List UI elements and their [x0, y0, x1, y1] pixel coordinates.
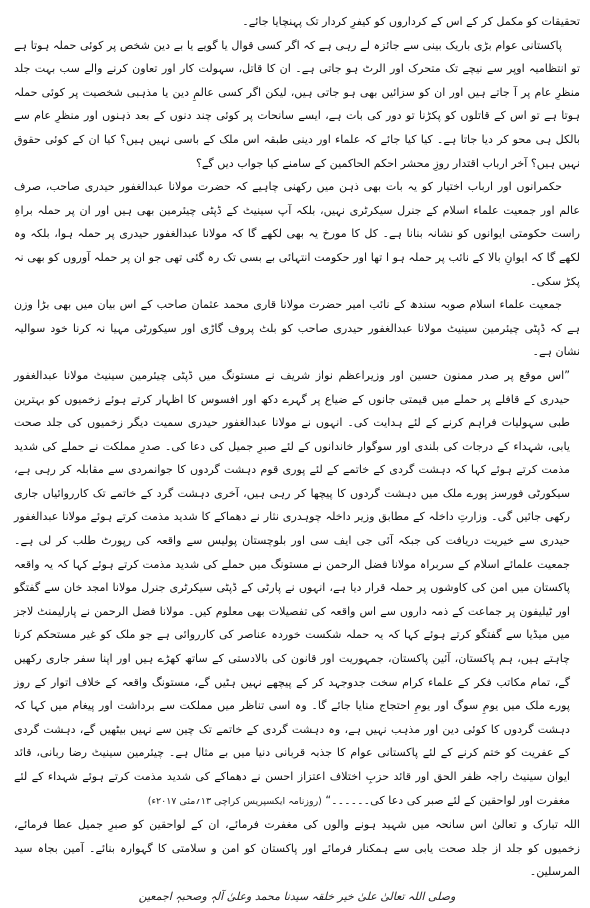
quote-source: (روزنامہ ایکسپریس کراچی ۱۳؍مئی ۲۰۱۷ء) — [147, 795, 322, 807]
paragraph-prayer: اللہ تبارک و تعالیٰ اس سانحہ میں شہید ہونے والوں کی مغفرت فرمائے، ان کے لواحقین کو صبرِ جمیل عطا فرمائے، زخمیوں کو جلد از جلد صحت یابی سے ہمکنار فرمائے اور پاکستان کو امن و سلامتی کا گہوارہ بنائے۔ آمین بجاہ سید المرسلین۔ — [14, 818, 580, 879]
paragraph-investigation: تحقیقات کو مکمل کر کے اس کے کرداروں کو کیفرِ کردار تک پہنچایا جائے۔ — [242, 15, 580, 28]
paragraph-jui-statement: جمعیت علماء اسلام صوبہ سندھ کے نائب امیر حضرت مولانا قاری محمد عثمان صاحب کے اس بیان میں بھی بڑا وزن ہے کہ ڈپٹی چیئرمین سینیٹ مولانا عبدالغفور حیدری صاحب کو بلٹ پروف گاڑی اور سیکورٹی مہیا نہ کرنا خود سوالیہ نشان ہے۔ — [14, 298, 580, 359]
quote-text: ”اس موقع پر صدر ممنون حسین اور وزیراعظم نواز شریف نے مستونگ میں ڈپٹی چیئرمین سینیٹ مولانا عبدالغفور حیدری کے قافلے پر حملے میں قیمتی جانوں کے ضیاع پر گہرے دکھ اور افسوس کا اظہار کرتے ہوئے زخمیوں کو بہترین طبی سہولیات فراہم کرنے کے لئے ہدایت کی۔ انہوں نے مولانا عبدالغفور حیدری سمیت دیگر زخمیوں کی جلد صحت یابی، شہداء کے درجات کی بلندی اور سوگوار خاندانوں کے لئے صبرِ جمیل کی دعا کی۔ صدرِ مملکت نے حملے کی شدید مذمت کرتے ہوئے کہا کہ دہشت گردی کے خاتمے کے لئے پوری قوم دہشت گردوں کا جوانمردی سے مقابلہ کر رہی ہے، سیکورٹی فورسز پورے ملک میں دہشت گردوں کا پیچھا کر رہی ہیں، آخری دہشت گرد کے خاتمے تک کارروائیاں جاری رکھی جائیں گی۔ وزارتِ داخلہ کے مطابق وزیر داخلہ چوہدری نثار نے دھماکے کا شدید مذمت کرتے ہوئے مولانا عبدالغفور حیدری سے خیریت دریافت کی جبکہ آئی جی ایف سی اور بلوچستان پولیس سے واقعہ کی رپورٹ طلب کر لی ہے۔ جمعیت علمائے اسلام کے سربراہ مولانا فضل الرحمن نے مستونگ میں حملے کی شدید مذمت کرتے ہوئے کہا کہ یہ واقعہ پاکستان میں امن کی کاوشوں پر حملہ قرار دیا ہے، انہوں نے پارٹی کے ڈپٹی سیکرٹری جنرل مولانا امجد خان سے گفتگو اور ٹیلیفون پر جماعت کے ذمہ داروں سے اس واقعہ کی تفصیلات بھی معلوم کیں۔ مولانا فضل الرحمن نے پارلیمنٹ لاجز میں میڈیا سے گفتگو کرتے ہوئے کہا کہ یہ حملہ شکست خوردہ عناصر کی کارروائی ہے جو ملک کو غیر مستحکم کرنا چاہتے ہیں، ہم پاکستان، آئین پاکستان، جمہوریت اور قانون کی بالادستی کے ساتھ کھڑے ہیں اور اپنا سفر جاری رکھیں گے، تمام مکاتب فکر کے علماء کرام سخت جدوجہد کر کے پیچھے نہیں ہٹیں گے، مستونگ واقعہ کے خلاف اتوار کے روز پورے ملک میں یومِ سوگ اور یومِ احتجاج منایا جائے گا۔ وہ اسی تناظر میں مملکت سے برداشت اور پیغام میں کہا کہ دہشت گردوں کا کوئی دین اور مذہب نہیں ہے، وہ دہشت گردی کے خاتمے تک چین سے نہیں بیٹھیں گے، دہشت گردی کے عفریت کو ختم کرنے کے لئے پاکستانی عوام کا جذبہ قربانی دنیا میں بے مثال ہے۔ چیئرمین سینیٹ رضا ربانی، قائد ایوان سینیٹ راجہ ظفر الحق اور قائد حزبِ اختلاف اعتزاز احسن نے دھماکے کی شدید مذمت کرتے ہوئے شہداء کے لئے مغفرت اور لواحقین کے لئے صبر کی دعا کی۔۔۔۔۔۔“ — [14, 368, 570, 807]
paragraph-public-observation: پاکستانی عوام بڑی باریک بینی سے جائزہ لے رہی ہے کہ اگر کسی قوال یا گویے یا بے دین شخص پر کوئی حملہ ہوتا ہے تو انتظامیہ اوپر سے نیچے تک متحرک اور الرٹ ہو جاتی ہے۔ ان کا قاتل، سہولت کار اور تعاون کرنے والے سب بہت جلد منظرِ عام پر آ جاتے ہیں اور ان کو سزائیں بھی ہو جاتی ہیں، لیکن اگر کسی عالمِ دین یا مذہبی شخصیت پر کوئی حملہ ہوتا ہے تو اس کے قاتلوں کو پکڑنا تو دور کی بات ہے، ایسے سانحات پر کوئی چند دنوں کے بعد ذہنوں اور منظرِ عام سے بالکل ہی محو کر دیا جاتا ہے۔ کیا کیا جائے کہ علماء اور دینی طبقہ اس ملک کے باسی نہیں ہیں؟ کیا ان کے کوئی حقوق نہیں ہیں؟ آخر ارباب اقتدار روزِ محشر احکم الحاکمین کے سامنے کیا جواب دیں گے؟ — [14, 38, 580, 170]
closing-salutation: وصلی اللہ تعالیٰ علیٰ خیر خلقہ سیدنا محمد وعلیٰ آلہٖ وصحبہٖ اجمعین — [138, 889, 456, 903]
news-quote — [14, 364, 580, 813]
paragraph-rulers: حکمرانوں اور ارباب اختیار کو یہ بات بھی ذہن میں رکھنی چاہیے کہ حضرت مولانا عبدالغفور حیدری صاحب، صرف عالم اور جمعیت علماء اسلام کے جنرل سیکرٹری نہیں، بلکہ آپ سینیٹ کے ڈپٹی چیئرمین بھی ہیں اور ان پر حملہ براہِ راست حکومتی ایوانوں کو نشانہ بنانا ہے۔ کل کا مورخ یہ بھی لکھے گا کہ مولانا عبدالغفور حیدری پر حملہ ہوا، بلکہ وہ لکھے گا کہ ایوانِ بالا کے نائب پر حملہ ہو ا تھا اور حکومت انتہائی بے بسی تک رہ گئی تھی جو ان پر حملہ آوروں کو بھی نہ پکڑ سکی۔ — [14, 180, 580, 288]
document-page — [14, 10, 580, 903]
